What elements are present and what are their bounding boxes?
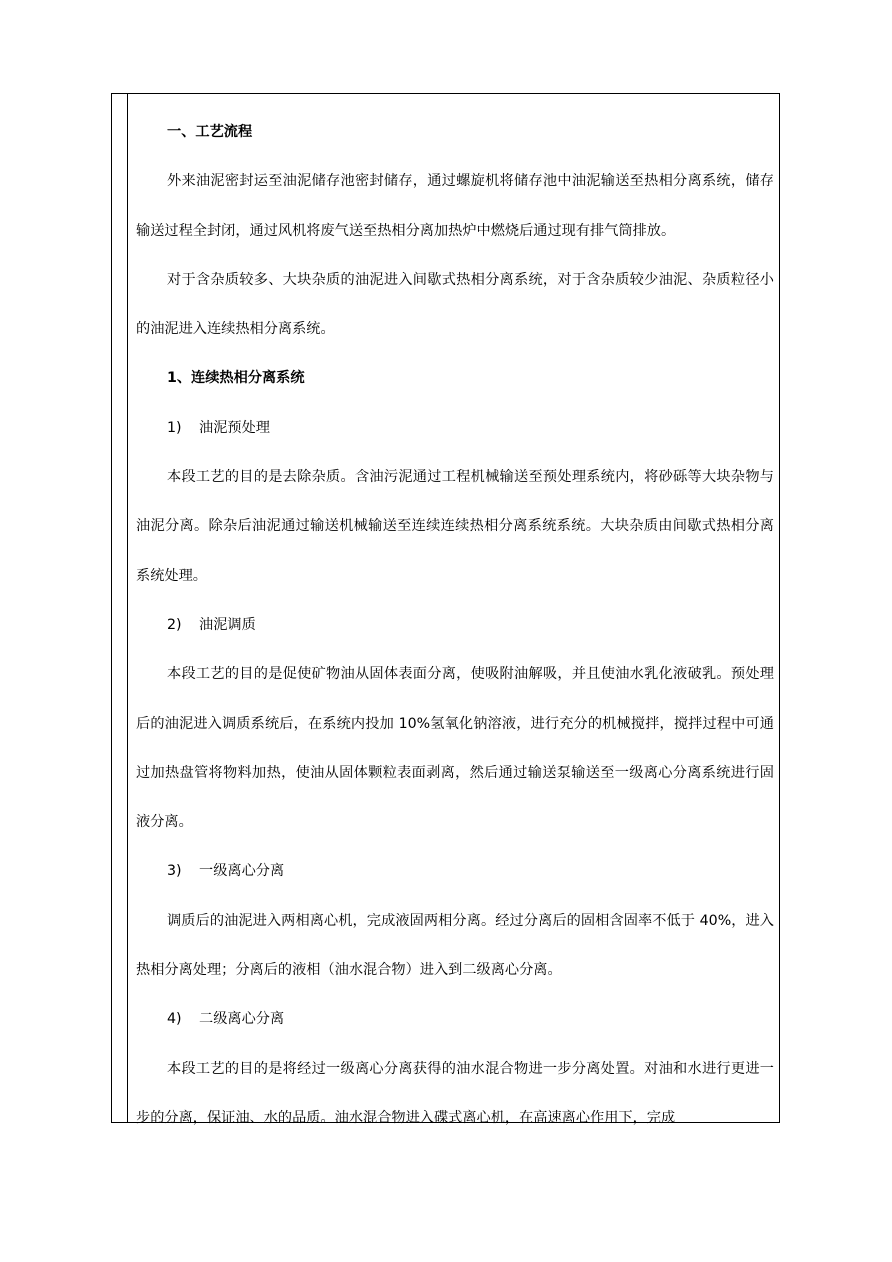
subheading-title: 一级离心分离 [199, 863, 285, 880]
heading-continuous-system: 1、连续热相分离系统 [167, 370, 305, 387]
subheading-pretreatment [136, 404, 774, 453]
paragraph-intro-1: 外来油泥密封运至油泥储存池密封储存，通过螺旋机将储存池中油泥输送至热相分离系统，储存输送过程全封闭，通过风机将废气送至热相分离加热炉中燃烧后通过现有排气筒排放。 [136, 173, 774, 239]
subheading-secondary-centrifuge [136, 995, 774, 1044]
heading-process-flow: 一、工艺流程 [167, 124, 253, 140]
document-body [136, 108, 774, 1143]
paragraph-intro-2: 对于含杂质较多、大块杂质的油泥进入间歇式热相分离系统，对于含杂质较少油泥、杂质粒径小的油泥进入连续热相分离系统。 [136, 271, 774, 338]
subheading-conditioning [136, 601, 774, 650]
subheading-number: 3) [167, 863, 182, 880]
subheading-primary-centrifuge [136, 847, 774, 896]
paragraph-primary-centrifuge: 调质后的油泥进入两相离心机，完成液固两相分离。经过分离后的固相含固率不低于 40%，进入热相分离处理；分离后的液相（油水混合物）进入到二级离心分离。 [136, 912, 774, 979]
subheading-title: 油泥调质 [199, 616, 256, 633]
subheading-number: 2) [167, 616, 182, 633]
table-column-divider [127, 94, 128, 1122]
subheading-title: 二级离心分离 [199, 1011, 285, 1028]
subheading-title: 油泥预处理 [199, 419, 270, 436]
subheading-number: 4) [167, 1011, 182, 1028]
subheading-number: 1) [167, 419, 182, 436]
paragraph-pretreatment: 本段工艺的目的是去除杂质。含油污泥通过工程机械输送至预处理系统内，将砂砾等大块杂物与油泥分离。除杂后油泥通过输送机械输送至连续连续热相分离系统系统。大块杂质由间歇式热相分离系统处理。 [136, 469, 774, 584]
document-table-frame [111, 93, 780, 1126]
paragraph-conditioning: 本段工艺的目的是促使矿物油从固体表面分离，使吸附油解吸，并且使油水乳化液破乳。预处理后的油泥进入调质系统后，在系统内投加 10%氢氧化钠溶液，进行充分的机械搅拌，搅拌过程中可通过加热盘管将物料加热，使油从固体颗粒表面剥离，然后通过输送泵输送至一级离心分离系统进行固液分离。 [136, 666, 774, 831]
paragraph-secondary-centrifuge: 本段工艺的目的是将经过一级离心分离获得的油水混合物进一步分离处置。对油和水进行更进一步的分离，保证油、水的品质。油水混合物进入碟式离心机，在高速离心作用下，完成 [136, 1060, 774, 1126]
